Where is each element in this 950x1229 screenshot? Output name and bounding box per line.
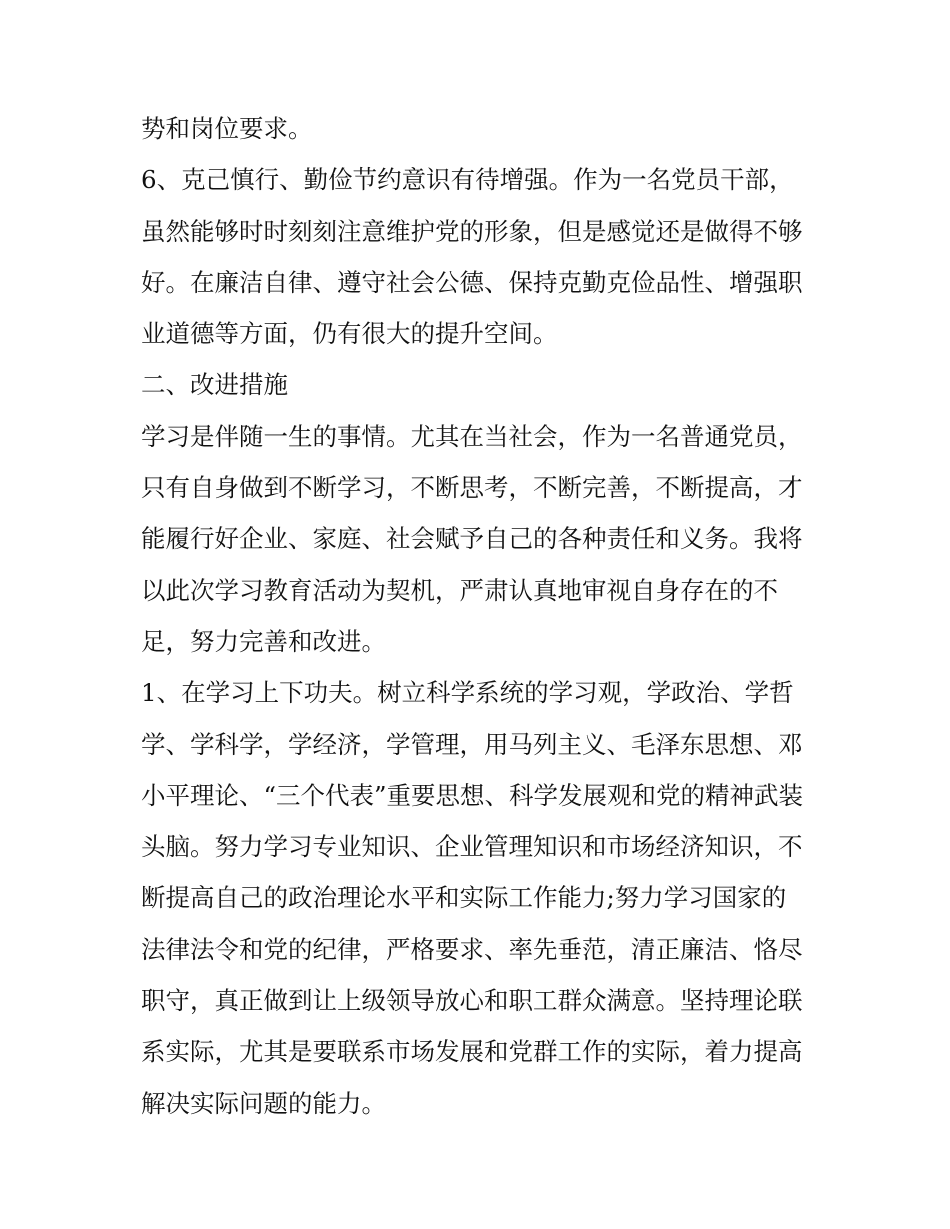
text-line: 学习是伴随一生的事情。尤其在当社会，作为一名普通党员， [141,421,803,451]
text-line: 解决实际问题的能力。 [141,1088,386,1118]
text-line: 以此次学习教育活动为契机，严肃认真地审视自身存在的不 [141,575,778,605]
text-line: 势和岗位要求。 [141,114,313,143]
text-line: 能履行好企业、家庭、社会赋予自己的各种责任和义务。我将 [141,524,803,554]
text-line: 断提高自己的政治理论水平和实际工作能力;努力学习国家的 [141,883,787,913]
text-line: 好。在廉洁自律、遵守社会公德、保持克勤克俭品性、增强职 [141,267,803,297]
text-line: 足，努力完善和改进。 [141,626,386,656]
document-body [141,103,816,1129]
text-line: 虽然能够时时刻刻注意维护党的形象，但是感觉还是做得不够 [141,216,803,246]
section-heading: 二、改进措施 [141,370,288,400]
text-line: 1、在学习上下功夫。树立科学系统的学习观，学政治、学哲 [141,678,794,708]
text-line: 只有自身做到不断学习，不断思考，不断完善，不断提高，才 [141,473,803,503]
text-line: 小平理论、“三个代表”重要思想、科学发展观和党的精神武装 [141,780,804,810]
text-line: 头脑。努力学习专业知识、企业管理知识和市场经济知识，不 [141,832,803,862]
text-line: 法律法令和党的纪律，严格要求、率先垂范，清正廉洁、恪尽 [141,934,803,964]
text-line: 6、克己慎行、勤俭节约意识有待增强。作为一名党员干部， [141,165,794,195]
text-line: 系实际，尤其是要联系市场发展和党群工作的实际，着力提高 [141,1037,803,1067]
text-line: 业道德等方面，仍有很大的提升空间。 [141,319,558,349]
text-line: 职守，真正做到让上级领导放心和职工群众满意。坚持理论联 [141,986,803,1016]
text-line: 学、学科学，学经济，学管理，用马列主义、毛泽东思想、邓 [141,729,803,759]
